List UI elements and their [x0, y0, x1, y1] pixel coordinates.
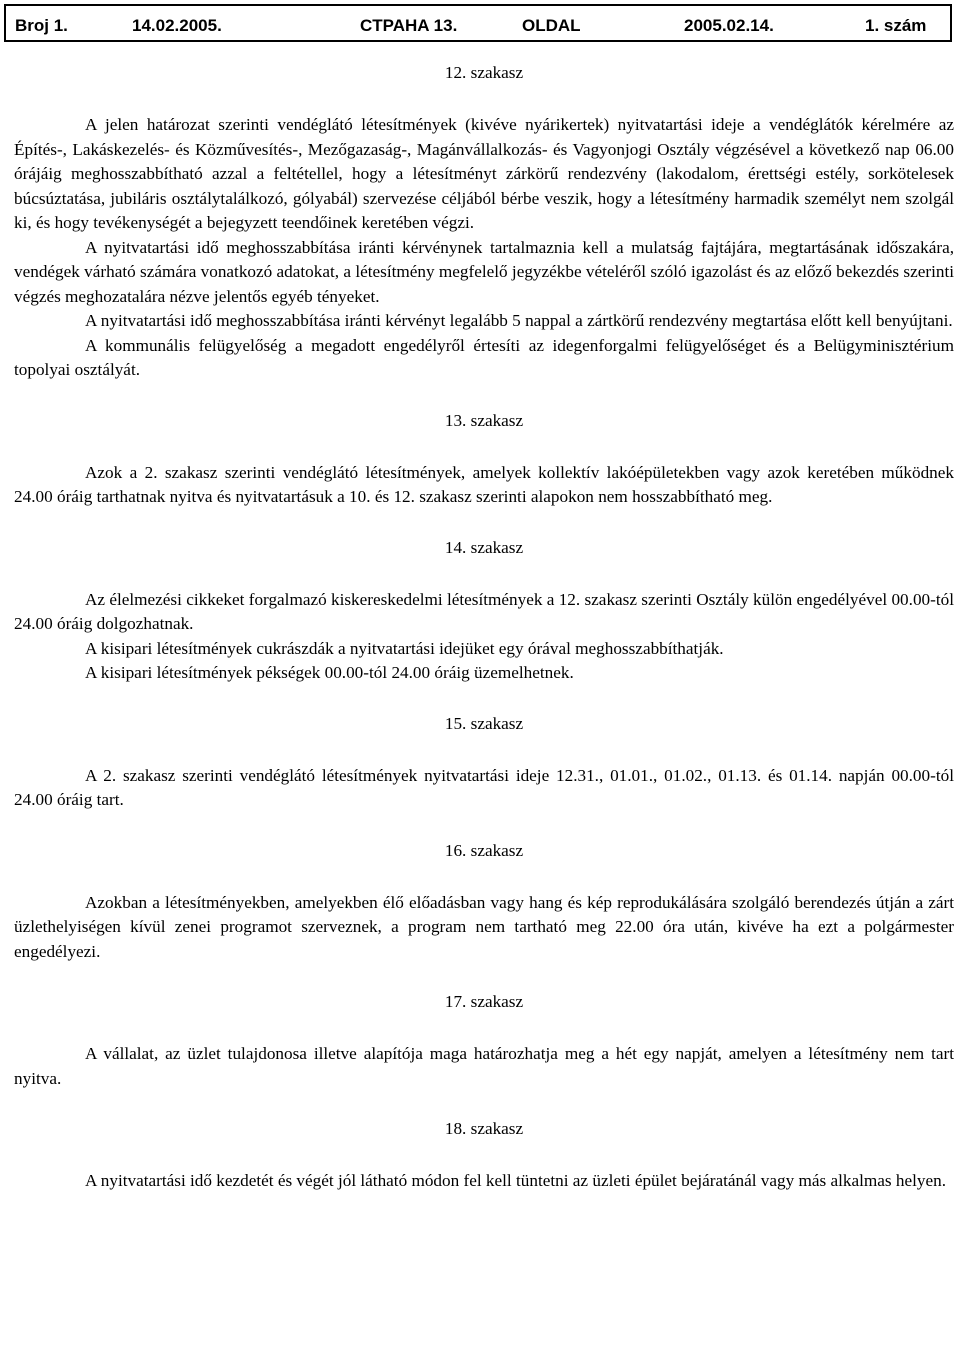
document-body — [14, 61, 954, 1194]
section-title-14: 14. szakasz — [444, 537, 524, 557]
section-title-15: 15. szakasz — [444, 713, 524, 733]
paragraph: A kisipari létesítmények pékségek 00.00-tól 24.00 óráig üzemelhetnek. — [85, 663, 574, 682]
paragraph: A kommunális felügyelőség a megadott engedélyről értesíti az idegenforgalmi felügyelőséget és a Belügyminisztérium topolyai osztályát. — [14, 335, 954, 379]
date-hu: 2005.02.14. — [684, 16, 774, 35]
date-hr: 14.02.2005. — [132, 16, 222, 35]
paragraph: A 2. szakasz szerinti vendéglátó létesítmények nyitvatartási ideje 12.31., 01.01., 01.02., 01.13. és 01.14. napján 00.00-tól 24.00 óráig tart. — [14, 765, 954, 809]
paragraph: A kisipari létesítmények cukrászdák a nyitvatartási idejüket egy órával meghosszabbíthatják. — [85, 638, 724, 658]
paragraph: A nyitvatartási idő meghosszabbítása iránti kérvényt legalább 5 nappal a zártkörű rendezvény megtartása előtt kell benyújtani. — [85, 311, 953, 330]
page-label-hu: OLDAL — [522, 16, 581, 35]
paragraph: A nyitvatartási idő kezdetét és végét jól látható módon fel kell tüntetni az üzleti épület bejáratánál vagy más alkalmas helyen. — [85, 1171, 946, 1190]
page-label-sr: CTPAHA 13. — [360, 16, 458, 35]
issue-number-hr: Broj 1. — [15, 16, 68, 35]
paragraph: Azokban a létesítményekben, amelyekben élő előadásban vagy hang és kép reprodukálására szolgáló berendezés útján a zárt üzlethelyiségen kívül zenei programot szerveznek, a program nem tartható meg 22.00 óra után, kivéve ha ezt a polgármester engedélyezi. — [14, 892, 954, 961]
page-header — [4, 4, 952, 42]
paragraph: A jelen határozat szerinti vendéglátó létesítmények (kivéve nyárikertek) nyitvatartási ideje a vendéglátók kérelmére az Építés-, Lakáskezelés- és Közművesítés-, Mezőgazaság-, Magánvállalkozás- és Vagyonjogi Osztály végzésével a következő nap 06.00 órájáig meghosszabbítható azzal a feltétellel, hogy a létesítményt zárkörű rendezvény (lakodalom, érettségi estély, sorkötelesek búcsúztatása, jubiláris osztálytalálkozó, gólyabál) szervezése céljából bérbe veszik, hogy a létesítmény harmadik személyt nem szolgál ki, és hogy tevékenységét a bejegyzett teendőinek keretében végzi. — [14, 115, 954, 232]
paragraph: Azok a 2. szakasz szerinti vendéglátó létesítmények, amelyek kollektív lakóépületekben vagy azok keretében működnek 24.00 óráig tarthatnak nyitva és nyitvatartásuk a 10. és 12. szakasz szerinti alapokon nem hosszabbítható meg. — [14, 462, 954, 506]
section-title-16: 16. szakasz — [444, 840, 524, 860]
section-title-18: 18. szakasz — [444, 1119, 524, 1138]
section-title-13: 13. szakasz — [444, 410, 524, 430]
paragraph: Az élelmezési cikkeket forgalmazó kiskereskedelmi létesítmények a 12. szakasz szerinti Osztály külön engedélyével 00.00-tól 24.00 óráig dolgozhatnak. — [14, 589, 954, 633]
paragraph: A nyitvatartási idő meghosszabbítása iránti kérvénynek tartalmaznia kell a mulatság fajtájára, megtartásának időszakára, vendégek várható számára vonatkozó adatokat, a létesítmény megfelelő jegyzékbe vételéről szóló igazolást és az előző bekezdés szerinti végzés meghozatalára nézve jelentős egyéb tényeket. — [14, 237, 954, 306]
issue-number-hu: 1. szám — [865, 16, 927, 35]
paragraph: A vállalat, az üzlet tulajdonosa illetve alapítója maga határozhatja meg a hét egy napját, amelyen a létesítmény nem tart nyitva. — [14, 1044, 954, 1088]
section-title-12: 12. szakasz — [444, 63, 524, 82]
section-title-17: 17. szakasz — [444, 992, 524, 1011]
